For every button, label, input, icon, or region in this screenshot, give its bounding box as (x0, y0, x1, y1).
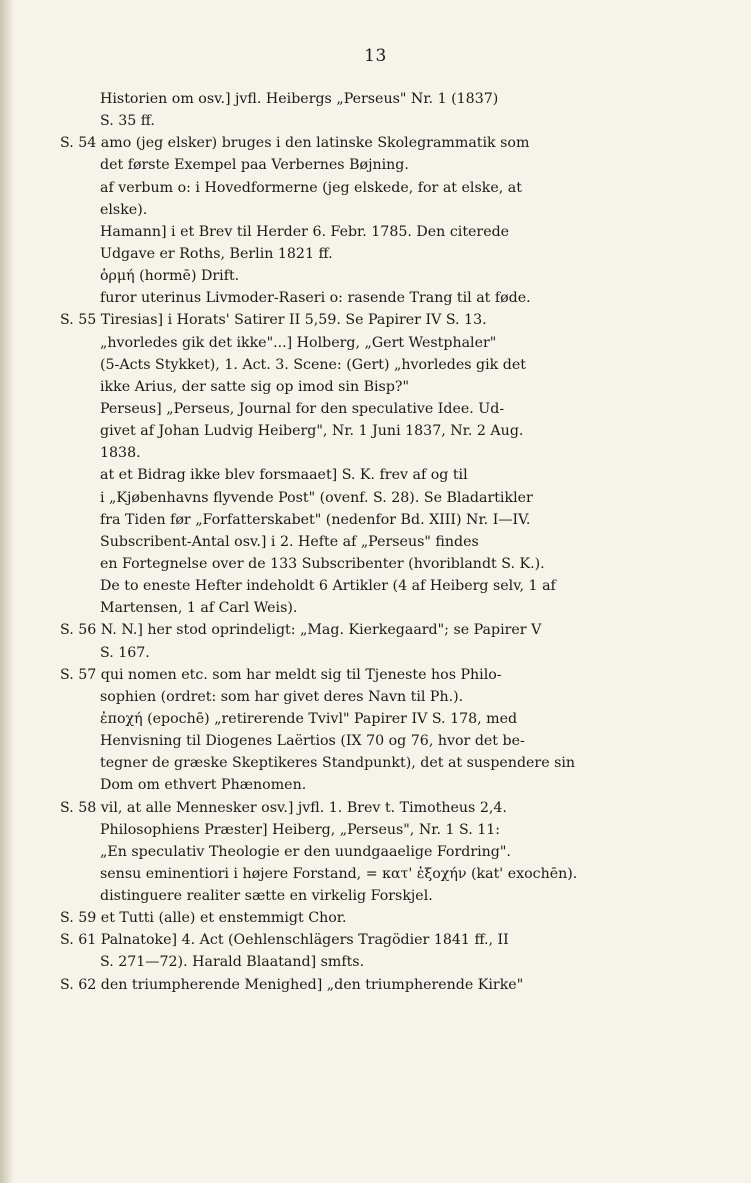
commentary-text (60, 88, 720, 996)
text-line: elske). (100, 201, 148, 218)
text-line: S. 35 ff. (100, 113, 155, 130)
text-line: distinguere realiter sætte en virkelig Forskjel. (100, 888, 433, 905)
text-line: S. 55 Tiresias] i Horats' Satirer II 5,59. Se Papirer IV S. 13. (60, 312, 487, 329)
text-line: (5-Acts Stykket), 1. Act. 3. Scene: (Gert) „hvorledes gik det (100, 356, 526, 373)
text-line: sensu eminentiori i højere Forstand, = κατ' ἐξοχήν (kat' exochēn). (100, 865, 578, 882)
text-line: S. 54 amo (jeg elsker) bruges i den latinske Skolegrammatik som (60, 135, 530, 152)
text-line: „hvorledes gik det ikke"...] Holberg, „Gert Westphaler" (100, 334, 497, 351)
text-line: Dom om ethvert Phænomen. (100, 777, 307, 794)
text-line: Philosophiens Præster] Heiberg, „Perseus", Nr. 1 S. 11: (100, 821, 501, 838)
text-line: ikke Arius, der satte sig op imod sin Bisp?" (100, 378, 410, 395)
text-line: ἐποχή (epochē) „retirerende Tvivl" Papirer IV S. 178, med (100, 710, 518, 727)
page-number: 13 (364, 46, 387, 66)
text-line: tegner de græske Skeptikeres Standpunkt), det at suspendere sin (100, 755, 576, 772)
text-line: „En speculativ Theologie er den uundgaaelige Fordring". (100, 843, 511, 860)
text-line: en Fortegnelse over de 133 Subscribenter (hvoriblandt S. K.). (100, 555, 545, 572)
text-line: at et Bidrag ikke blev forsmaaet] S. K. frev af og til (100, 467, 468, 484)
text-line: De to eneste Hefter indeholdt 6 Artikler (4 af Heiberg selv, 1 af (100, 578, 556, 595)
text-line: S. 56 N. N.] her stod oprindeligt: „Mag. Kierkegaard"; se Papirer V (60, 622, 542, 639)
text-line: ὁρμή (hormē) Drift. (100, 268, 240, 285)
text-line: Martensen, 1 af Carl Weis). (100, 600, 298, 617)
text-line: fra Tiden før „Forfatterskabet" (nedenfor Bd. XIII) Nr. I—IV. (100, 511, 531, 528)
text-line: Udgave er Roths, Berlin 1821 ff. (100, 245, 333, 262)
text-line: S. 57 qui nomen etc. som har meldt sig til Tjeneste hos Philo- (60, 666, 502, 683)
text-line: furor uterinus Livmoder-Raseri o: rasende Trang til at føde. (100, 290, 531, 307)
text-line: S. 167. (100, 644, 150, 661)
page-gutter-shadow (0, 0, 14, 1183)
text-line: S. 62 den triumpherende Menighed] „den triumpherende Kirke" (60, 976, 524, 993)
text-line: Historien om osv.] jvfl. Heibergs „Perseus" Nr. 1 (1837) (100, 91, 499, 107)
text-line: S. 58 vil, at alle Mennesker osv.] jvfl. 1. Brev t. Timotheus 2,4. (60, 799, 507, 816)
text-line: givet af Johan Ludvig Heiberg", Nr. 1 Juni 1837, Nr. 2 Aug. (100, 423, 524, 440)
text-line: S. 271—72). Harald Blaatand] smfts. (100, 954, 365, 971)
text-line: Perseus] „Perseus, Journal for den speculative Idee. Ud- (100, 400, 505, 417)
text-line: Subscribent-Antal osv.] i 2. Hefte af „Perseus" findes (100, 533, 479, 550)
text-line: 1838. (100, 445, 141, 462)
text-line: Henvisning til Diogenes Laërtios (IX 70 og 76, hvor det be- (100, 733, 525, 750)
text-line: det første Exempel paa Verbernes Bøjning. (100, 157, 409, 174)
text-line: S. 61 Palnatoke] 4. Act (Oehlenschlägers Tragödier 1841 ff., II (60, 932, 509, 949)
text-line: S. 59 et Tutti (alle) et enstemmigt Chor. (60, 910, 347, 927)
text-line: i „Kjøbenhavns flyvende Post" (ovenf. S. 28). Se Bladartikler (100, 489, 533, 506)
text-line: af verbum o: i Hovedformerne (jeg elskede, for at elske, at (100, 179, 522, 196)
text-line: Hamann] i et Brev til Herder 6. Febr. 1785. Den citerede (100, 223, 510, 240)
text-line: sophien (ordret: som har givet deres Navn til Ph.). (100, 688, 464, 705)
